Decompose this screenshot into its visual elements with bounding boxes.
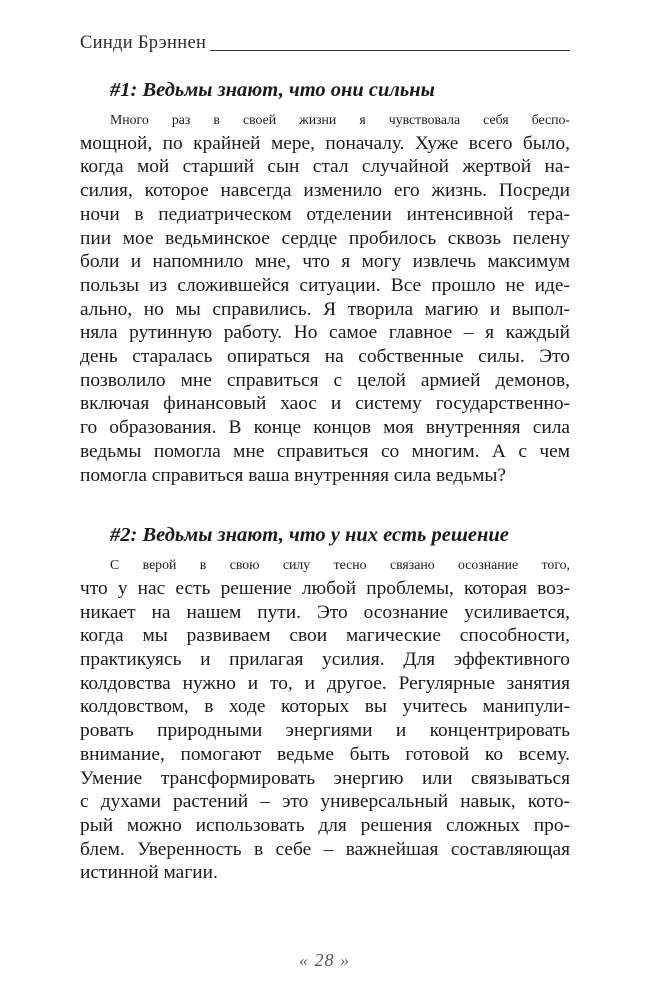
text-line: силия, которое навсегда изменило его жизнь. Посреди	[80, 180, 570, 202]
text-line: няла рутинную работу. Но самое главное – я каждый	[80, 322, 570, 344]
text-line: боли и напомнило мне, что я могу извлечь максимум	[80, 251, 570, 273]
section-paragraph	[80, 553, 570, 885]
section-heading: #1: Ведьмы знают, что они сильны	[110, 79, 435, 101]
text-line: с духами растений – это универсальный навык, кото-	[80, 791, 570, 813]
text-line: когда мы развиваем свои магические способности,	[80, 625, 570, 647]
text-line: колдовства нужно и то, и другое. Регулярные занятия	[80, 672, 570, 694]
text-line: го образования. В конце концов моя внутренняя сила	[80, 417, 570, 439]
text-line: колдовством, в ходе которых вы учитесь манипули-	[80, 696, 570, 718]
text-line: блем. Уверенность в себе – важнейшая составляющая	[80, 838, 570, 860]
section-paragraph	[80, 108, 570, 487]
text-line: ведьмы помогла мне справиться со многим. А с чем	[80, 440, 570, 462]
text-line: Умение трансформировать энергию или связываться	[80, 767, 570, 789]
running-head-author: Синди Брэннен	[80, 33, 207, 53]
text-line: день старалась опираться на собственные силы. Это	[80, 346, 570, 368]
section-1	[80, 78, 570, 487]
text-line: пользы из сложившейся ситуации. Все прошло не иде-	[80, 274, 570, 296]
text-line: позволило мне справиться с целой армией демонов,	[80, 369, 570, 391]
section-heading: #2: Ведьмы знают, что у них есть решение	[110, 524, 509, 547]
text-line: С верой в свою силу тесно связано осознание того,	[110, 557, 570, 573]
running-head-rule	[210, 50, 570, 51]
text-line: рый можно использовать для решения сложных про-	[80, 814, 570, 836]
text-line: когда мой старший сын стал случайной жертвой на-	[80, 156, 570, 178]
page-number: « 28 »	[299, 950, 350, 970]
text-line: ально, но мы справились. Я творила магию и выпол-	[80, 298, 570, 320]
text-line: практикуясь и прилагая усилия. Для эффективного	[80, 649, 570, 671]
page-content	[80, 78, 570, 885]
text-line: ночи в педиатрическом отделении интенсивной тера-	[80, 203, 570, 225]
section-spacer	[80, 487, 570, 523]
text-line: пии мое ведьминское сердце пробилось сквозь пелену	[80, 227, 570, 249]
text-line: мощной, по крайней мере, поначалу. Хуже всего было,	[80, 132, 570, 154]
text-line: включая финансовый хаос и систему государственно-	[80, 393, 570, 415]
text-line: истинной магии.	[80, 862, 218, 884]
text-line: внимание, помогают ведьме быть готовой ко всему.	[80, 743, 570, 765]
text-line: никает на нашем пути. Это осознание усиливается,	[80, 601, 570, 623]
text-line: что у нас есть решение любой проблемы, которая воз-	[80, 577, 570, 599]
text-line: Много раз в своей жизни я чувствовала себя беспо-	[110, 112, 570, 127]
text-line: помогла справиться ваша внутренняя сила ведьмы?	[80, 464, 506, 486]
running-head	[80, 34, 570, 53]
section-2	[80, 523, 570, 885]
text-line: ровать природными энергиями и концентрировать	[80, 720, 570, 742]
